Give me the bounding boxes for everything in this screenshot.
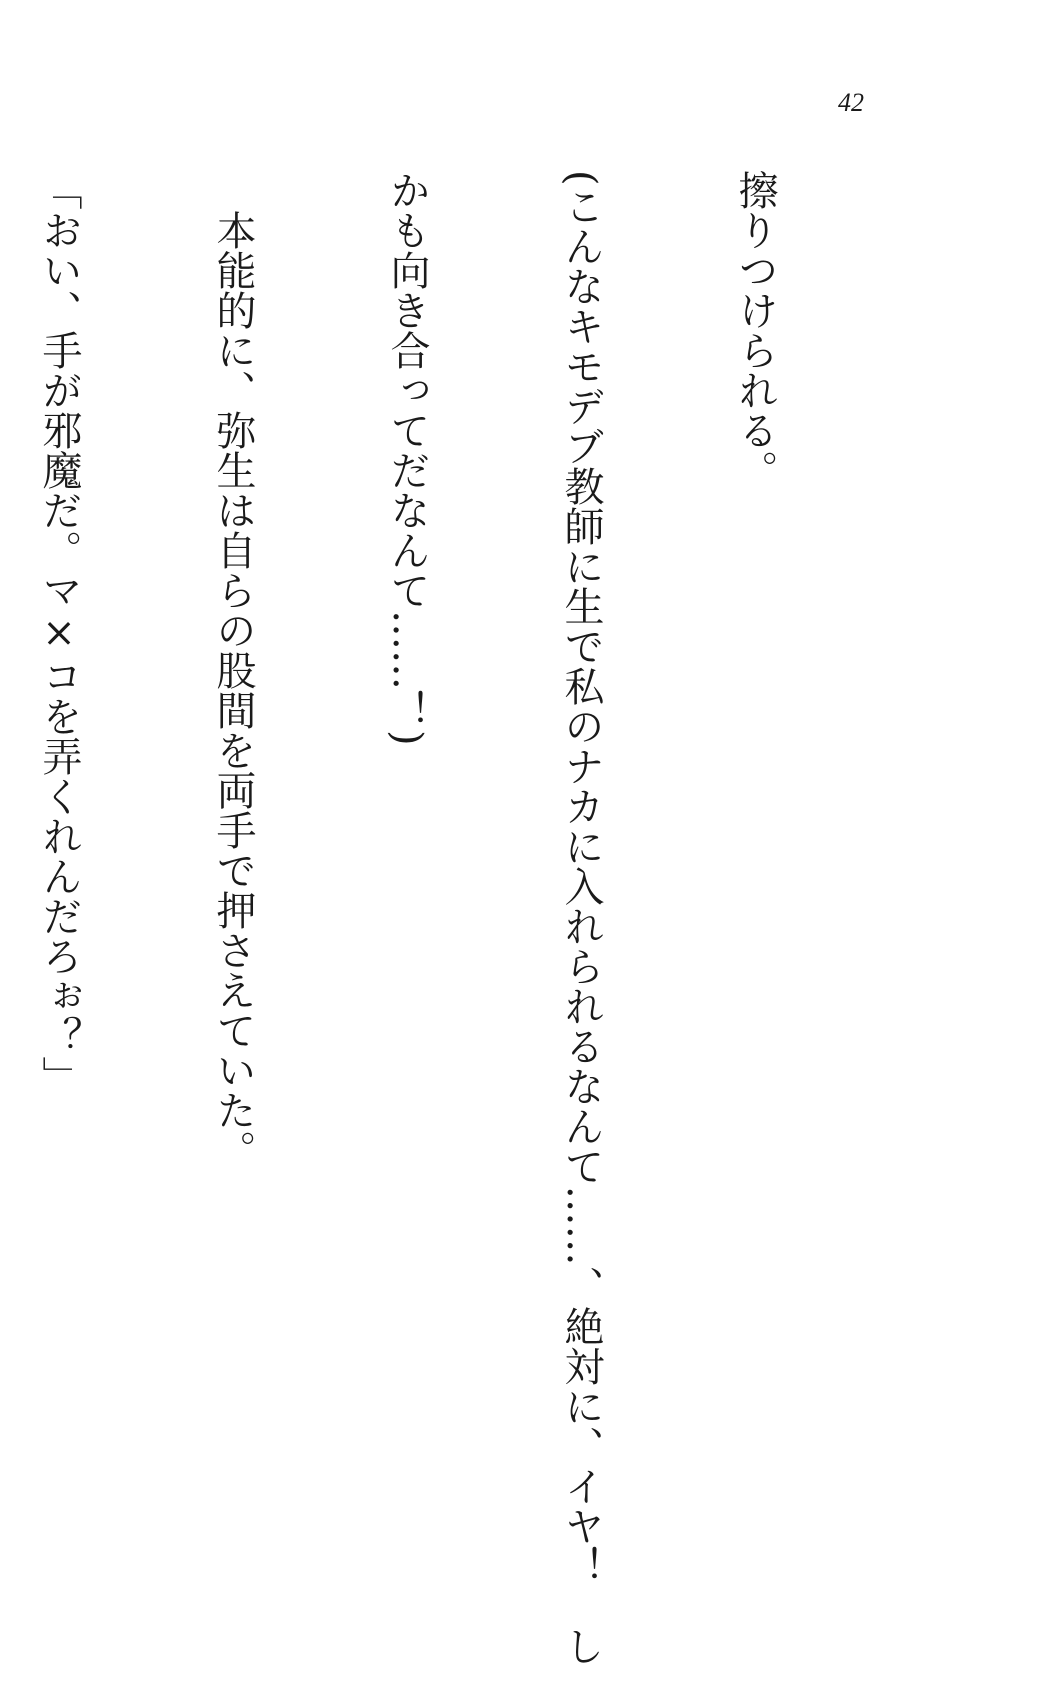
- text-line: 擦りつけられる。: [732, 170, 778, 490]
- text-line: 「おい、手が邪魔だ。マ×コを弄くれんだろぉ？」: [36, 170, 82, 1096]
- text-line: かも向き合ってだなんて……！): [384, 170, 430, 746]
- text-line: (こんなキモデブ教師に生で私のナカに入れられるなんて……、絶対に、イヤ！ し: [558, 170, 604, 1666]
- body-text: [0, 170, 900, 1666]
- text-line: 本能的に、弥生は自らの股間を両手で押さえていた。: [210, 170, 256, 1170]
- page-number: 42: [838, 88, 864, 117]
